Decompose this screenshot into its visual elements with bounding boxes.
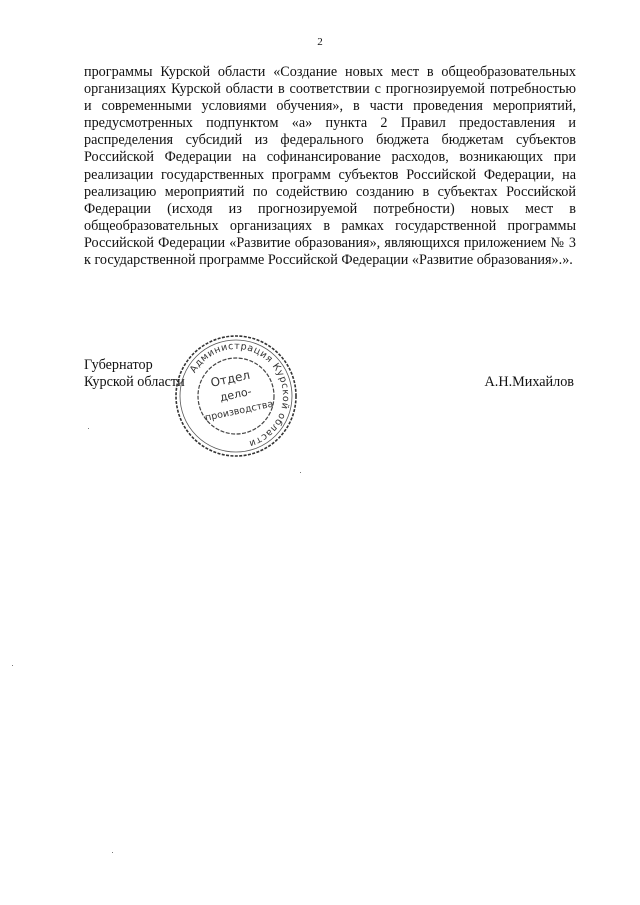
- official-seal-graphic: [172, 332, 300, 460]
- signer-position-line-1: Губернатор: [84, 357, 153, 373]
- signer-position-line-2: Курской области: [84, 374, 185, 391]
- signer-position: [84, 357, 185, 391]
- official-seal: [172, 332, 300, 460]
- seal-center-line-2: дело-: [218, 384, 253, 405]
- scan-speck: [88, 428, 89, 429]
- body-paragraph: программы Курской области «Создание новых мест в общеобразовательных организациях Курской области в соответствии с прогнозируемой потребностью и современными условиями обучения», в части проведения мероприятий, предусмотренных подпунктом «а» пункта 2 Правил предоставления и распределения субсидий из федерального бюджета бюджетам субъектов Российской Федерации на софинансирование расходов, возникающих при реализации государственных программ субъектов Российской Федерации, на реализацию мероприятий по содействию созданию в субъектах Российской Федерации (исходя из прогнозируемой потребности) новых мест в общеобразовательных организациях в рамках государственной программы Российской Федерации «Развитие образования», являющихся приложением № 3 к государственной программе Российской Федерации «Развитие образования».».: [84, 64, 576, 269]
- signer-name: А.Н.Михайлов: [484, 374, 574, 390]
- page-number: 2: [317, 36, 323, 48]
- seal-ring-text: Администрация Курской области: [187, 340, 292, 450]
- seal-center-line-1: Отдел: [209, 367, 252, 390]
- seal-center-line-3: производства: [204, 398, 275, 424]
- scan-speck: [12, 665, 13, 666]
- scan-speck: [112, 852, 113, 853]
- scan-speck: [300, 472, 301, 473]
